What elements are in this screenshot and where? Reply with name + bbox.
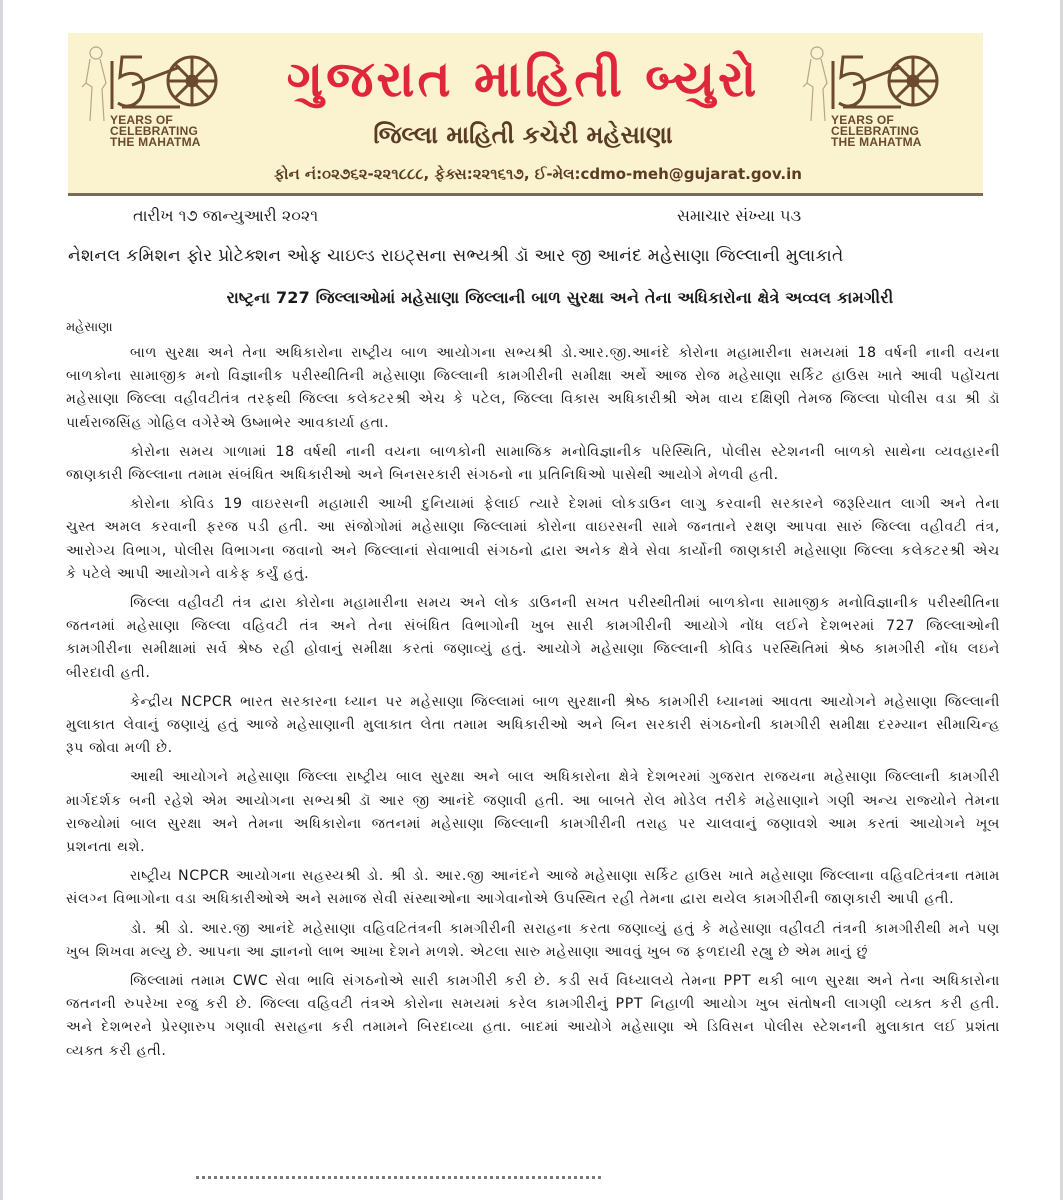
text-line: કોરોના સમય ગાળામાં 18 વર્ષથી નાની વયના બાળકોની સામાજિક મનોવિજ્ઞાનીક પરિસ્થિતિ, પોલીસ સ્ટેશનની બાળકો સાથેના વ્યવહારની [130,443,1000,460]
paragraph [66,493,1000,586]
text-line: પાર્થરાજસિંહ ગોહિલ વગેરેએ ઉષ્માભેર આવકાર્યા હતા. [66,414,390,431]
logo-caption [831,115,922,148]
text-line: જિલ્લામાં તમામ CWC સેવા ભાવિ સંગઠનોએ સારી કામગીરી કરી છે. કડી સર્વ વિધ્યાલયે તેમના PPT થકી બાળ સુરક્ષા અને તેના અધિકારોના [130,973,1000,990]
text-line: જતનમાં મહેસાણા જિલ્લા વહિવટી તંત્ર અને તેના સંબંધિત વિભાગોની ખુબ સારી કામગીરીની આયોગે નોંધ લઈને દેશભરમાં 727 જિલ્લાઓની [66,618,1000,635]
paragraph [66,865,1000,911]
paragraph [66,970,1000,1063]
text-line: મહેસાણા જિલ્લા વહીવટીતંત્ર તરફથી જિલ્લા કલેક્ટરશ્રી એચ કે પટેલ, જિલ્લા વિકાસ અધિકારીશ્રી એમ વાય દક્ષિણી તેમજ જિલ્લા પોલીસ વડા શ્રી ડૉ [66,391,1000,408]
logo-caption-line: CELEBRATING [831,124,919,138]
gandhi-150-logo-right [793,43,943,168]
subheadline: રાષ્ટ્રના 727 જિલ્લાઓમાં મહેસાણા જિલ્લાની બાળ સુરક્ષા અને તેના અધિકારોના ક્ષેત્રે અવ્વલ કામગીરી [226,288,894,307]
text-line: કામગીરીના સમીક્ષામાં સર્વ શ્રેષ્ઠ રહી હોવાનું સમીક્ષા કરતાં જણાવ્યું હતું. આયોગે મહેસાણા જિલ્લાની કોવિડ પરસ્થિતિમાં શ્રેષ્ઠ કામગીરી નોંધ લઇને [66,641,1000,658]
end-separator [196,1176,601,1179]
logo-caption-line: YEARS OF [831,113,894,127]
text-line: કે પટેલે આપી આયોગને વાકેફ કર્યું હતું. [66,565,310,582]
contact-info: ફોન નં:૦૨૭૬૨-૨૨૧૮૮૮, ફેક્સ:૨૨૧૬૧૭, ઈ-મેલ:cdmo-meh@gujarat.gov.in [274,165,802,183]
logo-caption-line: THE MAHATMA [110,135,201,149]
text-line: બાળ સુરક્ષા અને તેના અધિકારોના રાષ્ટ્રીય બાળ આયોગના સભ્યશ્રી ડો.આર.જી.આનંદે કોરોના મહામારીના સમયમાં 18 વર્ષની નાની વયના [130,345,1000,361]
gandhi-charkha-icon [72,43,222,123]
logo-caption-line: YEARS OF [110,113,173,127]
text-line: સંલગ્ન વિભાગોના વડા અધિકારીઓએ અને સમાજ સેવી સંસ્થાઓના આગેવાનોએ ઉપસ્થિત રહી તેમના દ્વારા થયેલ કામગીરીની જાણકારી આપી હતી. [66,891,955,908]
paragraph [66,918,1000,964]
page-edge-left [0,0,3,1200]
office-subtitle: જિલ્લા માહિતી કચેરી મહેસાણા [373,121,673,149]
text-line: આરોગ્ય વિભાગ, પોલીસ વિભાગના જવાનો અને જિલ્લાનાં સેવાભાવી સંગઠનો દ્વારા અનેક ક્ષેત્રે સેવા કાર્યોની જાણકારી મહેસાણા જિલ્લા કલેક્ટરશ્રી એચ [66,542,1000,559]
text-line: માર્ગદર્શક બની રહેશે એમ આયોગના સભ્યશ્રી ડૉ આર જી આનંદે જણાવી હતી. આ બાબતે રોલ મોડેલ તરીકે મહેસાણાને ગણી અન્ય રાજ્યોને તેમના [66,792,1000,809]
text-line: જિલ્લા વહીવટી તંત્ર દ્વારા કોરોના મહામારીના સમય અને લોક ડાઉનની સખત પરીસ્થીતીમાં બાળકોના સામાજીક મનોવિજ્ઞાનીક પરીસ્થીતિના [130,595,1000,612]
text-line: રાજ્યોમાં બાલ સુરક્ષા અને તેમના અધિકારોના જતનમાં મહેસાણા જિલ્લાની કામગીરીની તરાહ પર ચાલવાનું જણાવશે આમ કરતાં આયોગને ખૂબ [66,815,1000,832]
headline: નેશનલ કમિશન ફોર પ્રોટેક્શન ઓફ ચાઇલ્ડ રાઇટ્સના સભ્યશ્રી ડૉ આર જી આનંદ મહેસાણા જિલ્લાની મુલાકાતે [68,246,844,266]
paragraph [66,691,1000,761]
article-body [66,342,1000,1069]
paragraph [66,592,1000,685]
gandhi-charkha-icon [793,43,943,123]
logo-caption-line: THE MAHATMA [831,135,922,149]
text-line: અને દેશભરને પ્રેરણારુપ ગણાવી સરાહના કરી તમામને બિરદાવ્યા હતા. બાદમાં આયોગે મહેસાણા એ ડિવિસન પોલીસ સ્ટેશનની મુલાકાત લઈ પ્રશંતા [66,1019,1000,1036]
press-release-meta [0,206,1063,232]
text-line: વ્યક્ત કરી હતી. [66,1042,167,1059]
text-line: પ્રશનતા થશે. [66,839,146,856]
text-line: બાળકોના સામાજીક મનો વિજ્ઞાનીક પરીસ્થીતિની મહેસાણા જિલ્લાની કામગીરીની સમીક્ષા અર્થે આજ રોજ મહેસાણા સર્કિટ હાઉસ ખાતે આવી પહોંચતા [66,368,1000,385]
paragraph [66,766,1000,859]
text-line: ડો. શ્રી ડો. આર.જી આનંદે મહેસાણા વહિવટિતંત્રની કામગીરીની સરાહના કરતા જણાવ્યું હતું કે મહેસાણા વહીવટી તંત્રની કામગીરીથી મને પણ [130,920,1000,937]
news-number: સમાચાર સંખ્યા ૫૩ [677,206,802,225]
text-line: આથી આયોગને મહેસાણા જિલ્લા રાષ્ટ્રીય બાલ સુરક્ષા અને બાલ અધિકારોના ક્ષેત્રે દેશભરમાં ગુજરાત રાજયના મહેસાણા જિલ્લાની કામગીરી [130,769,1000,786]
paragraph [66,342,1000,435]
text-line: રાષ્ટ્રીય NCPCR આયોગના સહસ્યશ્રી ડો. શ્રી ડો. આર.જી આનંદને આજે મહેસાણા સર્કિટ હાઉસ ખાતે મહેસાણા જિલ્લાના વહિવટિતંત્રના તમામ [130,868,1000,885]
text-line: જાણકારી જિલ્લાના તમામ સંબંધિત અધિકારીઓ અને બિનસરકારી સંગઠનો ના પ્રતિનિધિઓ પાસેથી આયોગે મેળવી હતી. [66,467,779,484]
dateline: મહેસાણા [66,320,113,335]
text-line: ચુસ્ત અમલ કરવાની ફરજ પડી હતી. આ સંજોગોમાં મહેસાણા જિલ્લામાં કોરોના વાઇરસની સામે જનતાને રક્ષણ આપવા સારું જિલ્લા વહીવટી તંત્ર, [66,519,1000,536]
paragraph [66,441,1000,487]
logo-caption [110,115,201,148]
bureau-title: ગુજરાત માહિતી બ્યુરો [286,50,760,108]
text-line: રૂપ જોવા મળી છે. [66,740,173,757]
gandhi-150-logo-left [72,43,222,168]
text-line: ખુબ શિખવા મલ્યુ છે. આપના આ જ્ઞાનનો લાભ આખા દેશને મળશે. એટલા સારુ મહેસાણા આવવું ખુબ જ ફળદાયી રહ્યુ છે એમ માનું છું [66,943,869,960]
text-line: જતનની રુપરેખા રજુ કરી છે. જિલ્લા વહિવટી તંત્રએ કોરોના સમયમાં કરેલ કામગીરીનું PPT નિહાળી આયોગ ખુબ સંતોષની લાગણી વ્યક્ત કરી હતી. [66,996,1000,1013]
logo-caption-line: CELEBRATING [110,124,198,138]
text-line: કેન્દ્રીય NCPCR ભારત સરકારના ધ્યાન પર મહેસાણા જિલ્લામાં બાળ સુરક્ષાની શ્રેષ્ઠ કામગીરી ધ્યાનમાં આવતા આયોગને મહેસાણા જિલ્લાની [130,693,1000,710]
text-line: કોરોના કોવિડ 19 વાઇરસની મહામારી આખી દુનિયામાં ફેલાઈ ત્યારે દેશમાં લોકડાઉન લાગુ કરવાની સરકારને જરૂરિયાત લાગી અને તેના [130,496,1000,513]
text-line: મુલાકાત લેવાનું જણાયું હતું આજે મહેસાણાની મુલાકાત લેતા તમામ અધિકારીઓ અને બિન સરકારી સંગઠનોની કામગીરી સમીક્ષા દરમ્યાન સીમાચિન્હ [66,717,1000,734]
release-date: તારીખ ૧૭ જાન્યુઆરી ૨૦૨૧ [133,206,319,225]
text-line: બીરદાવી હતી. [66,664,151,681]
letterhead-banner [68,33,983,196]
